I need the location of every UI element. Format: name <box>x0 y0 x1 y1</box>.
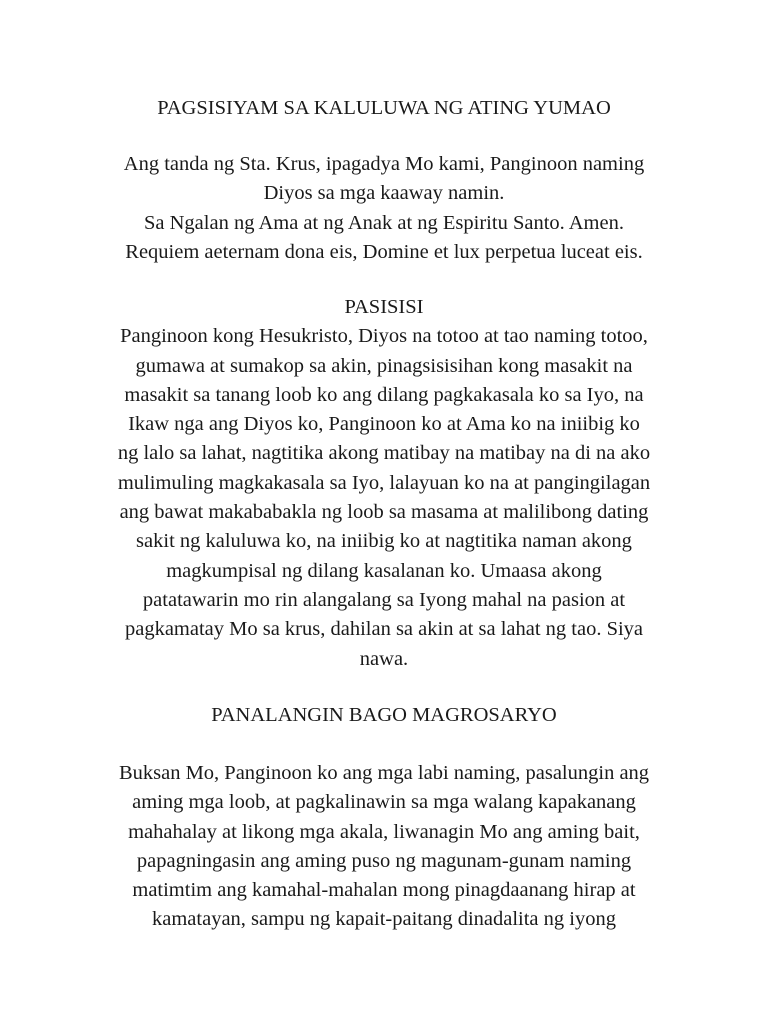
prayer-line: patatawarin mo rin alangalang sa Iyong mahal na pasion at <box>142 588 626 611</box>
section-heading: PANALANGIN BAGO MAGROSARYO <box>211 704 557 726</box>
document-title: PAGSISIYAM SA KALULUWA NG ATING YUMAO <box>157 97 611 119</box>
opening-line: Sa Ngalan ng Ama at ng Anak at ng Espiritu Santo. Amen. <box>144 211 624 234</box>
section-heading: PASISISI <box>344 296 424 318</box>
prayer-line: nawa. <box>359 647 409 670</box>
prayer-line: magkumpisal ng dilang kasalanan ko. Umaasa akong <box>166 559 602 582</box>
prayer-line: masakit sa tanang loob ko ang dilang pagkakasala ko sa Iyo, na <box>124 383 644 406</box>
prayer-line: Panginoon kong Hesukristo, Diyos na totoo at tao naming totoo, <box>120 325 648 348</box>
prayer-line: mulimuling magkakasala sa Iyo, lalayuan ko na at pangingilagan <box>117 471 651 494</box>
prayer-line: pagkamatay Mo sa krus, dahilan sa akin at sa lahat ng tao. Siya <box>124 618 644 641</box>
panalangin-heading-block <box>0 701 768 730</box>
prayer-line: papagningasin ang aming puso ng magunam-gunam naming <box>136 849 632 872</box>
prayer-line: Ikaw nga ang Diyos ko, Panginoon ko at Ama ko na iniibig ko <box>128 413 640 436</box>
prayer-line: aming mga loob, at pagkalinawin sa mga walang kapakanang <box>132 791 636 814</box>
prayer-line: kamatayan, sampu ng kapait-paitang dinadalita ng iyong <box>152 908 616 931</box>
opening-line: Requiem aeternam dona eis, Domine et lux perpetua luceat eis. <box>125 240 643 263</box>
opening-line: Diyos sa mga kaaway namin. <box>263 182 505 205</box>
prayer-line: ang bawat makababakla ng loob sa masama at malilibong dating <box>119 501 649 524</box>
opening-line: Ang tanda ng Sta. Krus, ipagadya Mo kami, Panginoon naming <box>123 153 645 175</box>
panalangin-section <box>0 759 768 935</box>
document-title-block <box>0 94 768 123</box>
prayer-line: mahahalay at likong mga akala, liwanagin Mo ang aming bait, <box>128 820 640 843</box>
prayer-line: matimtim ang kamahal-mahalan mong pinagdaanang hirap at <box>132 879 636 902</box>
prayer-line: sakit ng kaluluwa ko, na iniibig ko at nagtitika naman akong <box>136 530 632 553</box>
pasisisi-section <box>0 293 768 674</box>
opening-prayer <box>0 150 768 267</box>
prayer-line: gumawa at sumakop sa akin, pinagsisisihan kong masakit na <box>135 354 633 377</box>
prayer-line: Buksan Mo, Panginoon ko ang mga labi naming, pasalungin ang <box>118 762 650 784</box>
prayer-line: ng lalo sa lahat, nagtitika akong matibay na matibay na di na ako <box>117 442 651 465</box>
